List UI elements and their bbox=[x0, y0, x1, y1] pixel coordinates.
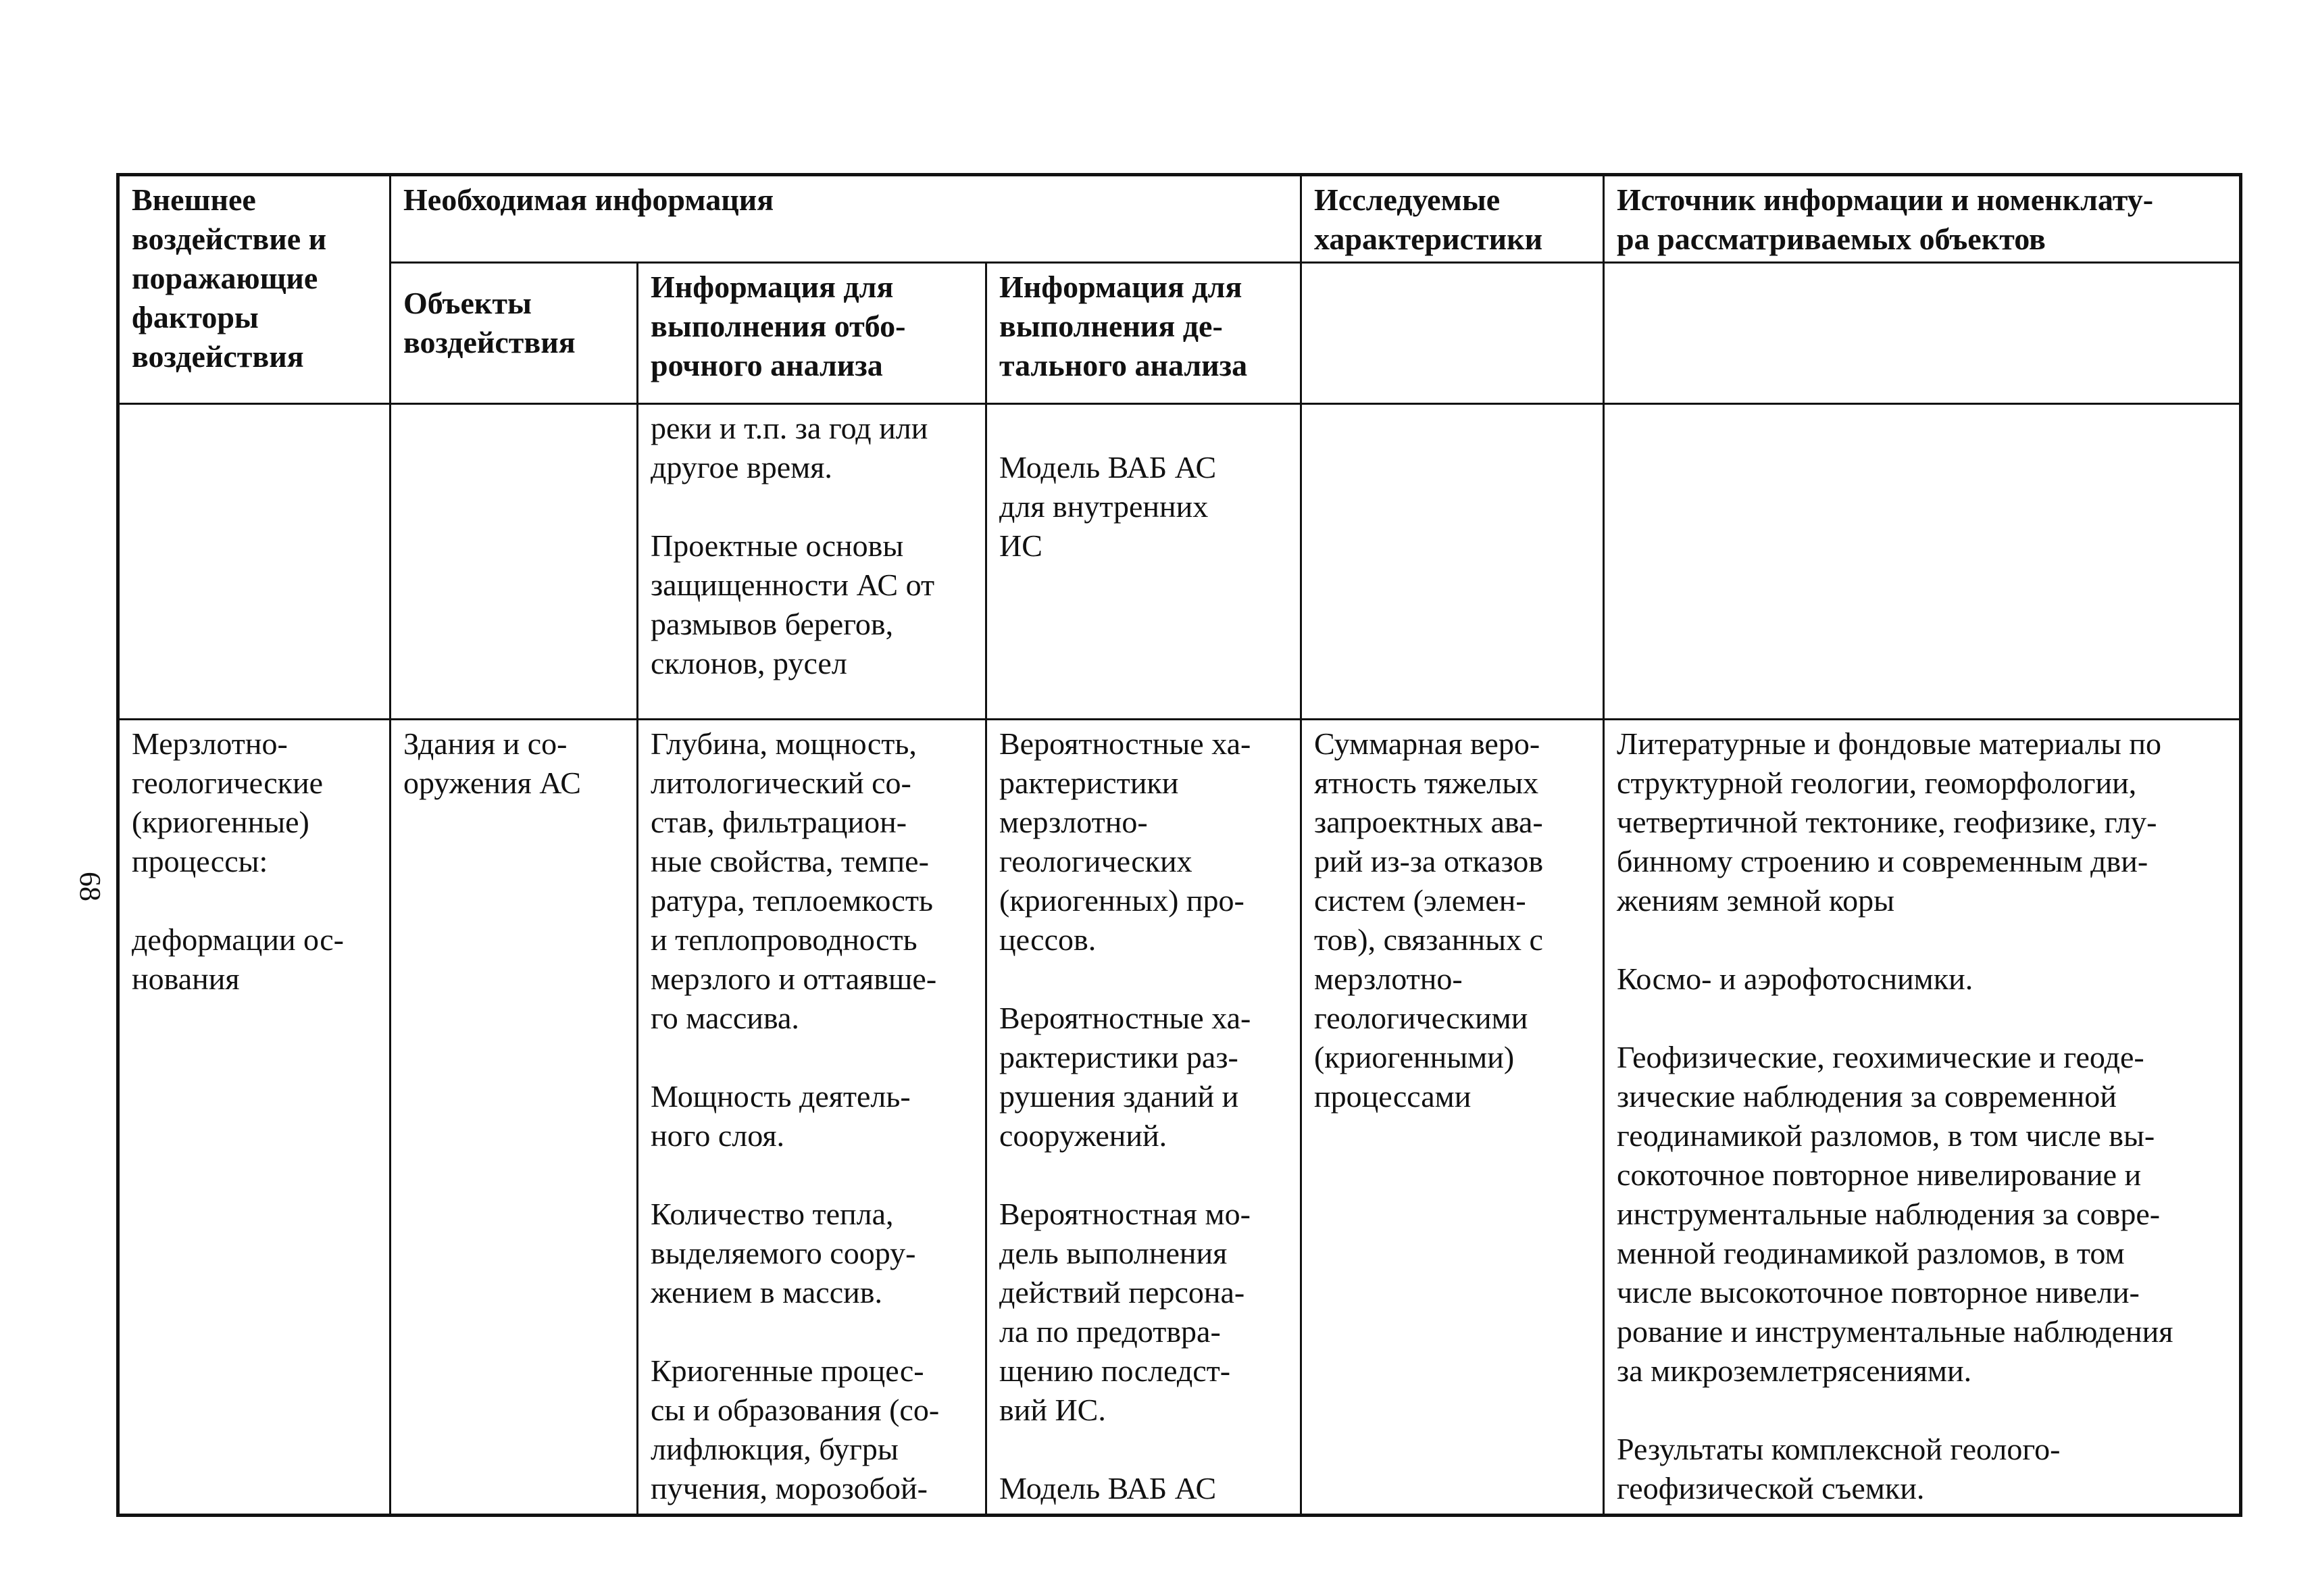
text-line: Количество тепла, bbox=[651, 1197, 894, 1231]
text-line: воздействия bbox=[403, 325, 576, 359]
text-line: выполнения отбо- bbox=[651, 309, 906, 343]
text-line: Объекты bbox=[403, 286, 532, 320]
text-line: систем (элемен- bbox=[1314, 883, 1526, 918]
table-row-continuation bbox=[118, 404, 2241, 720]
text-line: зические наблюдения за современной bbox=[1617, 1079, 2117, 1114]
paragraph bbox=[1617, 724, 2227, 920]
paragraph bbox=[999, 724, 1288, 959]
text-line: склонов, русел bbox=[651, 646, 847, 680]
header-objects bbox=[391, 263, 638, 404]
paragraph bbox=[403, 724, 624, 803]
requirements-table bbox=[116, 173, 2242, 1517]
text-line: Вероятностные ха- bbox=[999, 726, 1251, 761]
text-line: защищенности АС от bbox=[651, 568, 935, 602]
paragraph bbox=[651, 409, 973, 487]
text-line: Космо- и аэрофотоснимки. bbox=[1617, 962, 1973, 996]
paragraph-gap bbox=[999, 1155, 1288, 1195]
text-line: ра рассматриваемых объектов bbox=[1617, 222, 2046, 256]
header-row-2 bbox=[118, 263, 2241, 404]
cell-screening bbox=[638, 720, 986, 1516]
text-line: го массива. bbox=[651, 1001, 799, 1035]
text-line: Модель ВАБ АС bbox=[999, 1471, 1217, 1505]
text-line: и теплопроводность bbox=[651, 922, 917, 957]
text-line: жениям земной коры bbox=[1617, 883, 1894, 918]
text-line: Внешнее bbox=[132, 182, 256, 217]
header-screening bbox=[638, 263, 986, 404]
text-line: ратура, теплоемкость bbox=[651, 883, 933, 918]
text-line: лифлюкция, бугры bbox=[651, 1432, 899, 1466]
text-line: пучения, морозобой- bbox=[651, 1471, 928, 1505]
paragraph bbox=[651, 526, 973, 683]
text-line: реки и т.п. за год или bbox=[651, 411, 928, 445]
text-line: (криогенными) bbox=[1314, 1040, 1515, 1074]
table-row-permafrost bbox=[118, 720, 2241, 1516]
text-line: числе высокоточное повторное нивели- bbox=[1617, 1275, 2140, 1310]
text-line: рактеристики раз- bbox=[999, 1040, 1238, 1074]
paragraph-gap bbox=[651, 1312, 973, 1351]
cell-source bbox=[1604, 720, 2241, 1516]
text-line: запроектных ава- bbox=[1314, 805, 1543, 839]
text-line: выполнения де- bbox=[999, 309, 1223, 343]
text-line: геодинамикой разломов, в том числе вы- bbox=[1617, 1118, 2155, 1153]
paragraph-gap bbox=[132, 881, 377, 920]
header-necessary-info: Необходимая информация bbox=[391, 175, 1301, 263]
text-line: сы и образования (со- bbox=[651, 1393, 940, 1427]
text-line: другое время. bbox=[651, 450, 832, 484]
text-line: воздействия bbox=[132, 339, 304, 374]
paragraph bbox=[1617, 1038, 2227, 1391]
header-source bbox=[1604, 175, 2241, 263]
text-line: выделяемого соору- bbox=[651, 1236, 916, 1270]
text-line: (криогенных) про- bbox=[999, 883, 1244, 918]
text-line: тов), связанных с bbox=[1314, 922, 1543, 957]
text-line: воздействие и bbox=[132, 222, 327, 256]
text-line: Информация для bbox=[651, 270, 894, 304]
text-line: Информация для bbox=[999, 270, 1242, 304]
header-row-1 bbox=[118, 175, 2241, 263]
text-line: Проектные основы bbox=[651, 528, 904, 563]
paragraph bbox=[999, 1469, 1288, 1508]
text-line: мерзлотно- bbox=[999, 805, 1148, 839]
paragraph bbox=[132, 724, 377, 881]
paragraph bbox=[999, 1195, 1288, 1430]
paragraph-gap bbox=[999, 959, 1288, 999]
text-line: деформации ос- bbox=[132, 922, 344, 957]
text-line: ного слоя. bbox=[651, 1118, 784, 1153]
text-line: ИС bbox=[999, 528, 1042, 563]
paragraph bbox=[999, 999, 1288, 1155]
text-line: четвертичной тектонике, геофизике, глу- bbox=[1617, 805, 2157, 839]
text-line: мерзлотно- bbox=[1314, 962, 1463, 996]
text-line: Вероятностная мо- bbox=[999, 1197, 1251, 1231]
paragraph-gap bbox=[651, 1038, 973, 1077]
cell-objects bbox=[391, 720, 638, 1516]
text-line: бинному строению и современным дви- bbox=[1617, 844, 2148, 878]
cell-investigated-empty bbox=[1301, 404, 1604, 720]
text-line: цессов. bbox=[999, 922, 1097, 957]
text-line: Здания и со- bbox=[403, 726, 568, 761]
text-line: для внутренних bbox=[999, 489, 1209, 524]
text-line: литологический со- bbox=[651, 766, 911, 800]
paragraph-gap bbox=[999, 1430, 1288, 1469]
text-line: Литературные и фондовые материалы по bbox=[1617, 726, 2161, 761]
text-line: поражающие bbox=[132, 261, 318, 295]
text-line: нования bbox=[132, 962, 240, 996]
text-line: Криогенные процес- bbox=[651, 1353, 924, 1388]
cell-source-empty bbox=[1604, 404, 2241, 720]
text-line: за микроземлетрясениями. bbox=[1617, 1353, 1972, 1388]
text-line: ла по предотвра- bbox=[999, 1314, 1221, 1349]
paragraph bbox=[1617, 959, 2227, 999]
cell-screening-continuation bbox=[638, 404, 986, 720]
text-line: (криогенные) bbox=[132, 805, 309, 839]
text-line: сооружений. bbox=[999, 1118, 1167, 1153]
text-line: вий ИС. bbox=[999, 1393, 1106, 1427]
paragraph-gap bbox=[651, 1155, 973, 1195]
header-investigated bbox=[1301, 175, 1604, 263]
text-line: Мерзлотно- bbox=[132, 726, 288, 761]
paragraph bbox=[651, 1077, 973, 1155]
header-detailed bbox=[986, 263, 1301, 404]
text-line: Глубина, мощность, bbox=[651, 726, 917, 761]
paragraph bbox=[651, 1195, 973, 1312]
paragraph bbox=[651, 1351, 973, 1508]
text-line: процессы: bbox=[132, 844, 268, 878]
cell-investigated bbox=[1301, 720, 1604, 1516]
paragraph bbox=[1314, 724, 1590, 1116]
text-line: Суммарная веро- bbox=[1314, 726, 1540, 761]
paragraph bbox=[1617, 1430, 2227, 1508]
text-line: геофизической съемки. bbox=[1617, 1471, 1925, 1505]
text-line: тального анализа bbox=[999, 348, 1248, 382]
text-line: рий из-за отказов bbox=[1314, 844, 1544, 878]
page-number: 68 bbox=[74, 872, 107, 901]
text-line: Источник информации и номенклату- bbox=[1617, 182, 2154, 217]
text-line: геологическими bbox=[1314, 1001, 1528, 1035]
text-line: Результаты комплексной геолого- bbox=[1617, 1432, 2061, 1466]
text-line: геологические bbox=[132, 766, 324, 800]
text-line: сокоточное повторное нивелирование и bbox=[1617, 1157, 2142, 1192]
paragraph bbox=[132, 920, 377, 999]
text-line: дель выполнения bbox=[999, 1236, 1228, 1270]
paragraph-gap bbox=[1617, 1391, 2227, 1430]
text-line: геологических bbox=[999, 844, 1192, 878]
paragraph-gap bbox=[1617, 999, 2227, 1038]
text-line: инструментальные наблюдения за совре- bbox=[1617, 1197, 2161, 1231]
text-line: щению последст- bbox=[999, 1353, 1231, 1388]
text-line: Мощность деятель- bbox=[651, 1079, 911, 1114]
text-line: рочного анализа bbox=[651, 348, 883, 382]
text-line: характеристики bbox=[1314, 222, 1543, 256]
text-line: факторы bbox=[132, 300, 259, 334]
text-line: размывов берегов, bbox=[651, 607, 894, 641]
text-line: рактеристики bbox=[999, 766, 1179, 800]
paragraph-gap bbox=[651, 487, 973, 526]
text-line: жением в массив. bbox=[651, 1275, 882, 1310]
cell-detailed bbox=[986, 720, 1301, 1516]
text-line: став, фильтрацион- bbox=[651, 805, 907, 839]
text-line: менной геодинамикой разломов, в том bbox=[1617, 1236, 2125, 1270]
text-line: действий персона- bbox=[999, 1275, 1245, 1310]
cell-impact bbox=[118, 720, 391, 1516]
paragraph bbox=[999, 448, 1288, 566]
paragraph-gap bbox=[1617, 920, 2227, 959]
cell-objects-empty bbox=[391, 404, 638, 720]
text-line: ные свойства, темпе- bbox=[651, 844, 929, 878]
text-line: мерзлого и оттаявше- bbox=[651, 962, 937, 996]
text-line: рушения зданий и bbox=[999, 1079, 1239, 1114]
text-line: Геофизические, геохимические и геоде- bbox=[1617, 1040, 2144, 1074]
header-source-empty bbox=[1604, 263, 2241, 404]
text-line: Вероятностные ха- bbox=[999, 1001, 1251, 1035]
text-line: Исследуемые bbox=[1314, 182, 1501, 217]
text-line: оружения АС bbox=[403, 766, 581, 800]
text-line: структурной геологии, геоморфологии, bbox=[1617, 766, 2137, 800]
text-line: Модель ВАБ АС bbox=[999, 450, 1217, 484]
text-line: ятность тяжелых bbox=[1314, 766, 1539, 800]
paragraph bbox=[651, 724, 973, 1038]
cell-detailed-continuation bbox=[986, 404, 1301, 720]
text-line: процессами bbox=[1314, 1079, 1472, 1114]
header-investigated-empty bbox=[1301, 263, 1604, 404]
text-line: рование и инструментальные наблюдения bbox=[1617, 1314, 2173, 1349]
header-impact bbox=[118, 175, 391, 404]
cell-impact-empty bbox=[118, 404, 391, 720]
